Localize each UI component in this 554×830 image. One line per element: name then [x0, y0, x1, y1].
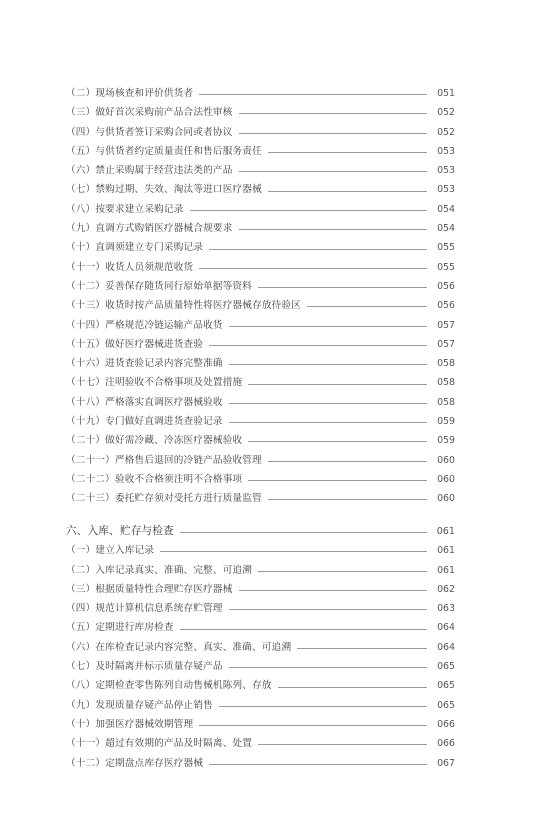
toc-entry[interactable]	[66, 676, 455, 695]
toc-entry-title: （二十）做好需冷藏、冷冻医疗器械验收	[66, 435, 243, 447]
toc-entry[interactable]	[66, 580, 455, 599]
toc-page-number: 053	[437, 165, 455, 177]
toc-entry-title: （十一）收货人员须规范收货	[66, 261, 194, 273]
dotted-leader	[268, 152, 427, 153]
toc-entry[interactable]	[66, 657, 455, 676]
toc-entry-title: （十二）妥善保存随货同行原始单据等资料	[66, 280, 253, 292]
toc-page-number: 055	[437, 242, 455, 254]
toc-entry-title: （十五）做好医疗器械进货查验	[66, 338, 204, 350]
toc-entry-title: （二十一）严格售后退回的冷链产品验收管理	[66, 454, 262, 466]
dotted-leader	[209, 345, 427, 346]
toc-page-number: 059	[437, 416, 455, 428]
toc-entry[interactable]	[66, 734, 455, 753]
toc-entry[interactable]	[66, 715, 455, 734]
toc-entry[interactable]	[66, 354, 455, 373]
toc-page-number: 056	[437, 300, 455, 312]
toc-page-number: 061	[436, 526, 455, 537]
dotted-leader	[229, 326, 427, 327]
toc-page-number: 065	[437, 680, 455, 692]
toc-page-number: 057	[437, 319, 455, 331]
toc-entry-title: （六）在库检查记录内容完整、真实、准确、可追溯	[66, 641, 292, 653]
dotted-leader	[229, 609, 427, 610]
toc-entry-title: （二）入库记录真实、准确、完整、可追溯	[66, 564, 253, 576]
toc-entry[interactable]	[66, 200, 455, 219]
dotted-leader	[258, 287, 427, 288]
dotted-leader	[278, 687, 427, 688]
toc-entry-title: （十六）进货查验记录内容完整准确	[66, 358, 223, 370]
dotted-leader	[190, 210, 427, 211]
toc-entry-title: （七）及时隔离并标示质量存疑产品	[66, 661, 223, 673]
toc-entry[interactable]	[66, 754, 455, 773]
toc-page-number: 066	[437, 738, 455, 750]
toc-entry[interactable]	[66, 599, 455, 618]
toc-page-number: 053	[437, 145, 455, 157]
toc-entry-title: （十三）收货时按产品质量特性将医疗器械存放待验区	[66, 300, 302, 312]
dotted-leader	[258, 744, 427, 745]
dotted-leader	[199, 725, 427, 726]
toc-entry-title: （二）现场核查和评价供货者	[66, 88, 194, 99]
toc-entry[interactable]	[66, 103, 455, 122]
toc-entry[interactable]	[66, 180, 455, 199]
toc-page-number: 064	[437, 622, 455, 634]
toc-entry[interactable]	[66, 451, 455, 470]
toc-page-number: 060	[437, 454, 455, 466]
toc-entry-title: （十四）严格规范冷链运输产品收货	[66, 319, 223, 331]
toc-entry[interactable]	[66, 696, 455, 715]
dotted-leader	[268, 191, 427, 192]
dotted-leader	[229, 364, 427, 365]
dotted-leader	[199, 94, 427, 95]
toc-page-number: 058	[437, 358, 455, 370]
dotted-leader	[209, 249, 427, 250]
dotted-leader	[248, 441, 427, 442]
toc-entry-title: （十一）超过有效期的产品及时隔离、处置	[66, 738, 253, 750]
dotted-leader	[229, 403, 427, 404]
dotted-leader	[239, 590, 428, 591]
toc-chapter-heading[interactable]	[66, 522, 455, 541]
toc-page-number: 057	[437, 338, 455, 350]
toc-page-number: 066	[437, 718, 455, 730]
dotted-leader	[209, 764, 427, 765]
toc-entry-title: （十八）严格落实直调医疗器械验收	[66, 396, 223, 408]
toc-entry-title: （九）直调方式购销医疗器械合规要求	[66, 223, 233, 235]
toc-entry-title: （七）禁购过期、失效、淘汰等进口医疗器械	[66, 184, 262, 196]
dotted-leader	[180, 629, 427, 630]
toc-entry[interactable]	[66, 238, 455, 257]
toc-page-number: 060	[437, 473, 455, 485]
toc-entry-title: （二十二）验收不合格须注明不合格事项	[66, 473, 243, 485]
toc-entry-title: （八）按要求建立采购记录	[66, 203, 184, 215]
toc-entry-title: （三）做好首次采购前产品合法性审核	[66, 107, 233, 119]
toc-page-number: 065	[437, 699, 455, 711]
toc-page-number: 053	[437, 184, 455, 196]
dotted-leader	[219, 706, 427, 707]
dotted-leader	[180, 532, 427, 533]
toc-entry-title: （四）与供货者签订采购合同或者协议	[66, 126, 233, 138]
dotted-leader	[199, 268, 427, 269]
dotted-leader	[229, 422, 427, 423]
toc-page-number: 056	[437, 280, 455, 292]
dotted-leader	[229, 667, 427, 668]
toc-page-number: 058	[437, 377, 455, 389]
toc-page-number: 064	[437, 641, 455, 653]
toc-section-purchase-receiving	[66, 84, 455, 509]
toc-entry-title: （三）根据质量特性合理贮存医疗器械	[66, 583, 233, 595]
toc-page-number: 052	[437, 107, 455, 119]
toc-page-number: 060	[437, 493, 455, 505]
toc-chapter-title: 六、入库、贮存与检查	[66, 525, 174, 537]
dotted-leader	[248, 384, 427, 385]
toc-page-number: 052	[437, 126, 455, 138]
dotted-leader	[307, 306, 427, 307]
toc-entry-title: （十九）专门做好直调进货查验记录	[66, 416, 223, 428]
dotted-leader	[239, 171, 428, 172]
toc-entry[interactable]	[66, 541, 455, 560]
toc-entry[interactable]	[66, 258, 455, 277]
toc-entry[interactable]	[66, 142, 455, 161]
toc-entry[interactable]	[66, 638, 455, 657]
dotted-leader	[239, 229, 428, 230]
toc-entry-title: （十）直调须建立专门采购记录	[66, 242, 204, 254]
toc-page-number: 059	[437, 435, 455, 447]
toc-entry[interactable]	[66, 316, 455, 335]
toc-page-number: 058	[437, 396, 455, 408]
toc-entry[interactable]	[66, 84, 455, 103]
toc-page-number: 051	[437, 88, 455, 99]
toc-entry[interactable]	[66, 335, 455, 354]
toc-entry-title: （五）与供货者约定质量责任和售后服务责任	[66, 145, 262, 157]
toc-entry-title: （五）定期进行库房检查	[66, 622, 174, 634]
toc-entry-title: （十七）注明验收不合格事项及处置措施	[66, 377, 243, 389]
dotted-leader	[160, 551, 427, 552]
dotted-leader	[248, 480, 427, 481]
toc-entry[interactable]	[66, 489, 455, 508]
toc-entry[interactable]	[66, 123, 455, 142]
toc-page-number: 062	[437, 583, 455, 595]
dotted-leader	[297, 648, 427, 649]
toc-page-number: 054	[437, 203, 455, 215]
toc-entry-title: （十）加强医疗器械效期管理	[66, 718, 194, 730]
toc-page-number: 055	[437, 261, 455, 273]
toc-entry[interactable]	[66, 561, 455, 580]
toc-entry[interactable]	[66, 296, 455, 315]
toc-entry[interactable]	[66, 219, 455, 238]
toc-entry[interactable]	[66, 393, 455, 412]
toc-entry[interactable]	[66, 373, 455, 392]
toc-entry[interactable]	[66, 431, 455, 450]
toc-page-number: 063	[437, 603, 455, 615]
toc-entry-title: （九）发现质量存疑产品停止销售	[66, 699, 213, 711]
dotted-leader	[239, 133, 428, 134]
toc-entry-title: （二十三）委托贮存须对受托方进行质量监管	[66, 493, 262, 505]
toc-entry-title: （六）禁止采购属于经营违法类的产品	[66, 165, 233, 177]
toc-page-number: 061	[437, 564, 455, 576]
toc-entry-title: （四）规范计算机信息系统存贮管理	[66, 603, 223, 615]
dotted-leader	[268, 499, 427, 500]
toc-entry[interactable]	[66, 412, 455, 431]
toc-entry[interactable]	[66, 161, 455, 180]
dotted-leader	[268, 461, 427, 462]
toc-entry-title: （一）建立入库记录	[66, 545, 155, 557]
toc-page-number: 054	[437, 223, 455, 235]
dotted-leader	[258, 571, 427, 572]
toc-page-number: 067	[437, 757, 455, 769]
toc-page-number: 065	[437, 661, 455, 673]
toc-section-storage-inspection	[66, 522, 455, 773]
toc-entry[interactable]	[66, 277, 455, 296]
toc-entry-title: （八）定期检查零售陈列自动售械机陈列、存放	[66, 680, 272, 692]
toc-page-number: 061	[437, 545, 455, 557]
toc-entry[interactable]	[66, 470, 455, 489]
toc-entry-title: （十二）定期盘点库存医疗器械	[66, 757, 204, 769]
dotted-leader	[239, 113, 428, 114]
toc-entry[interactable]	[66, 618, 455, 637]
